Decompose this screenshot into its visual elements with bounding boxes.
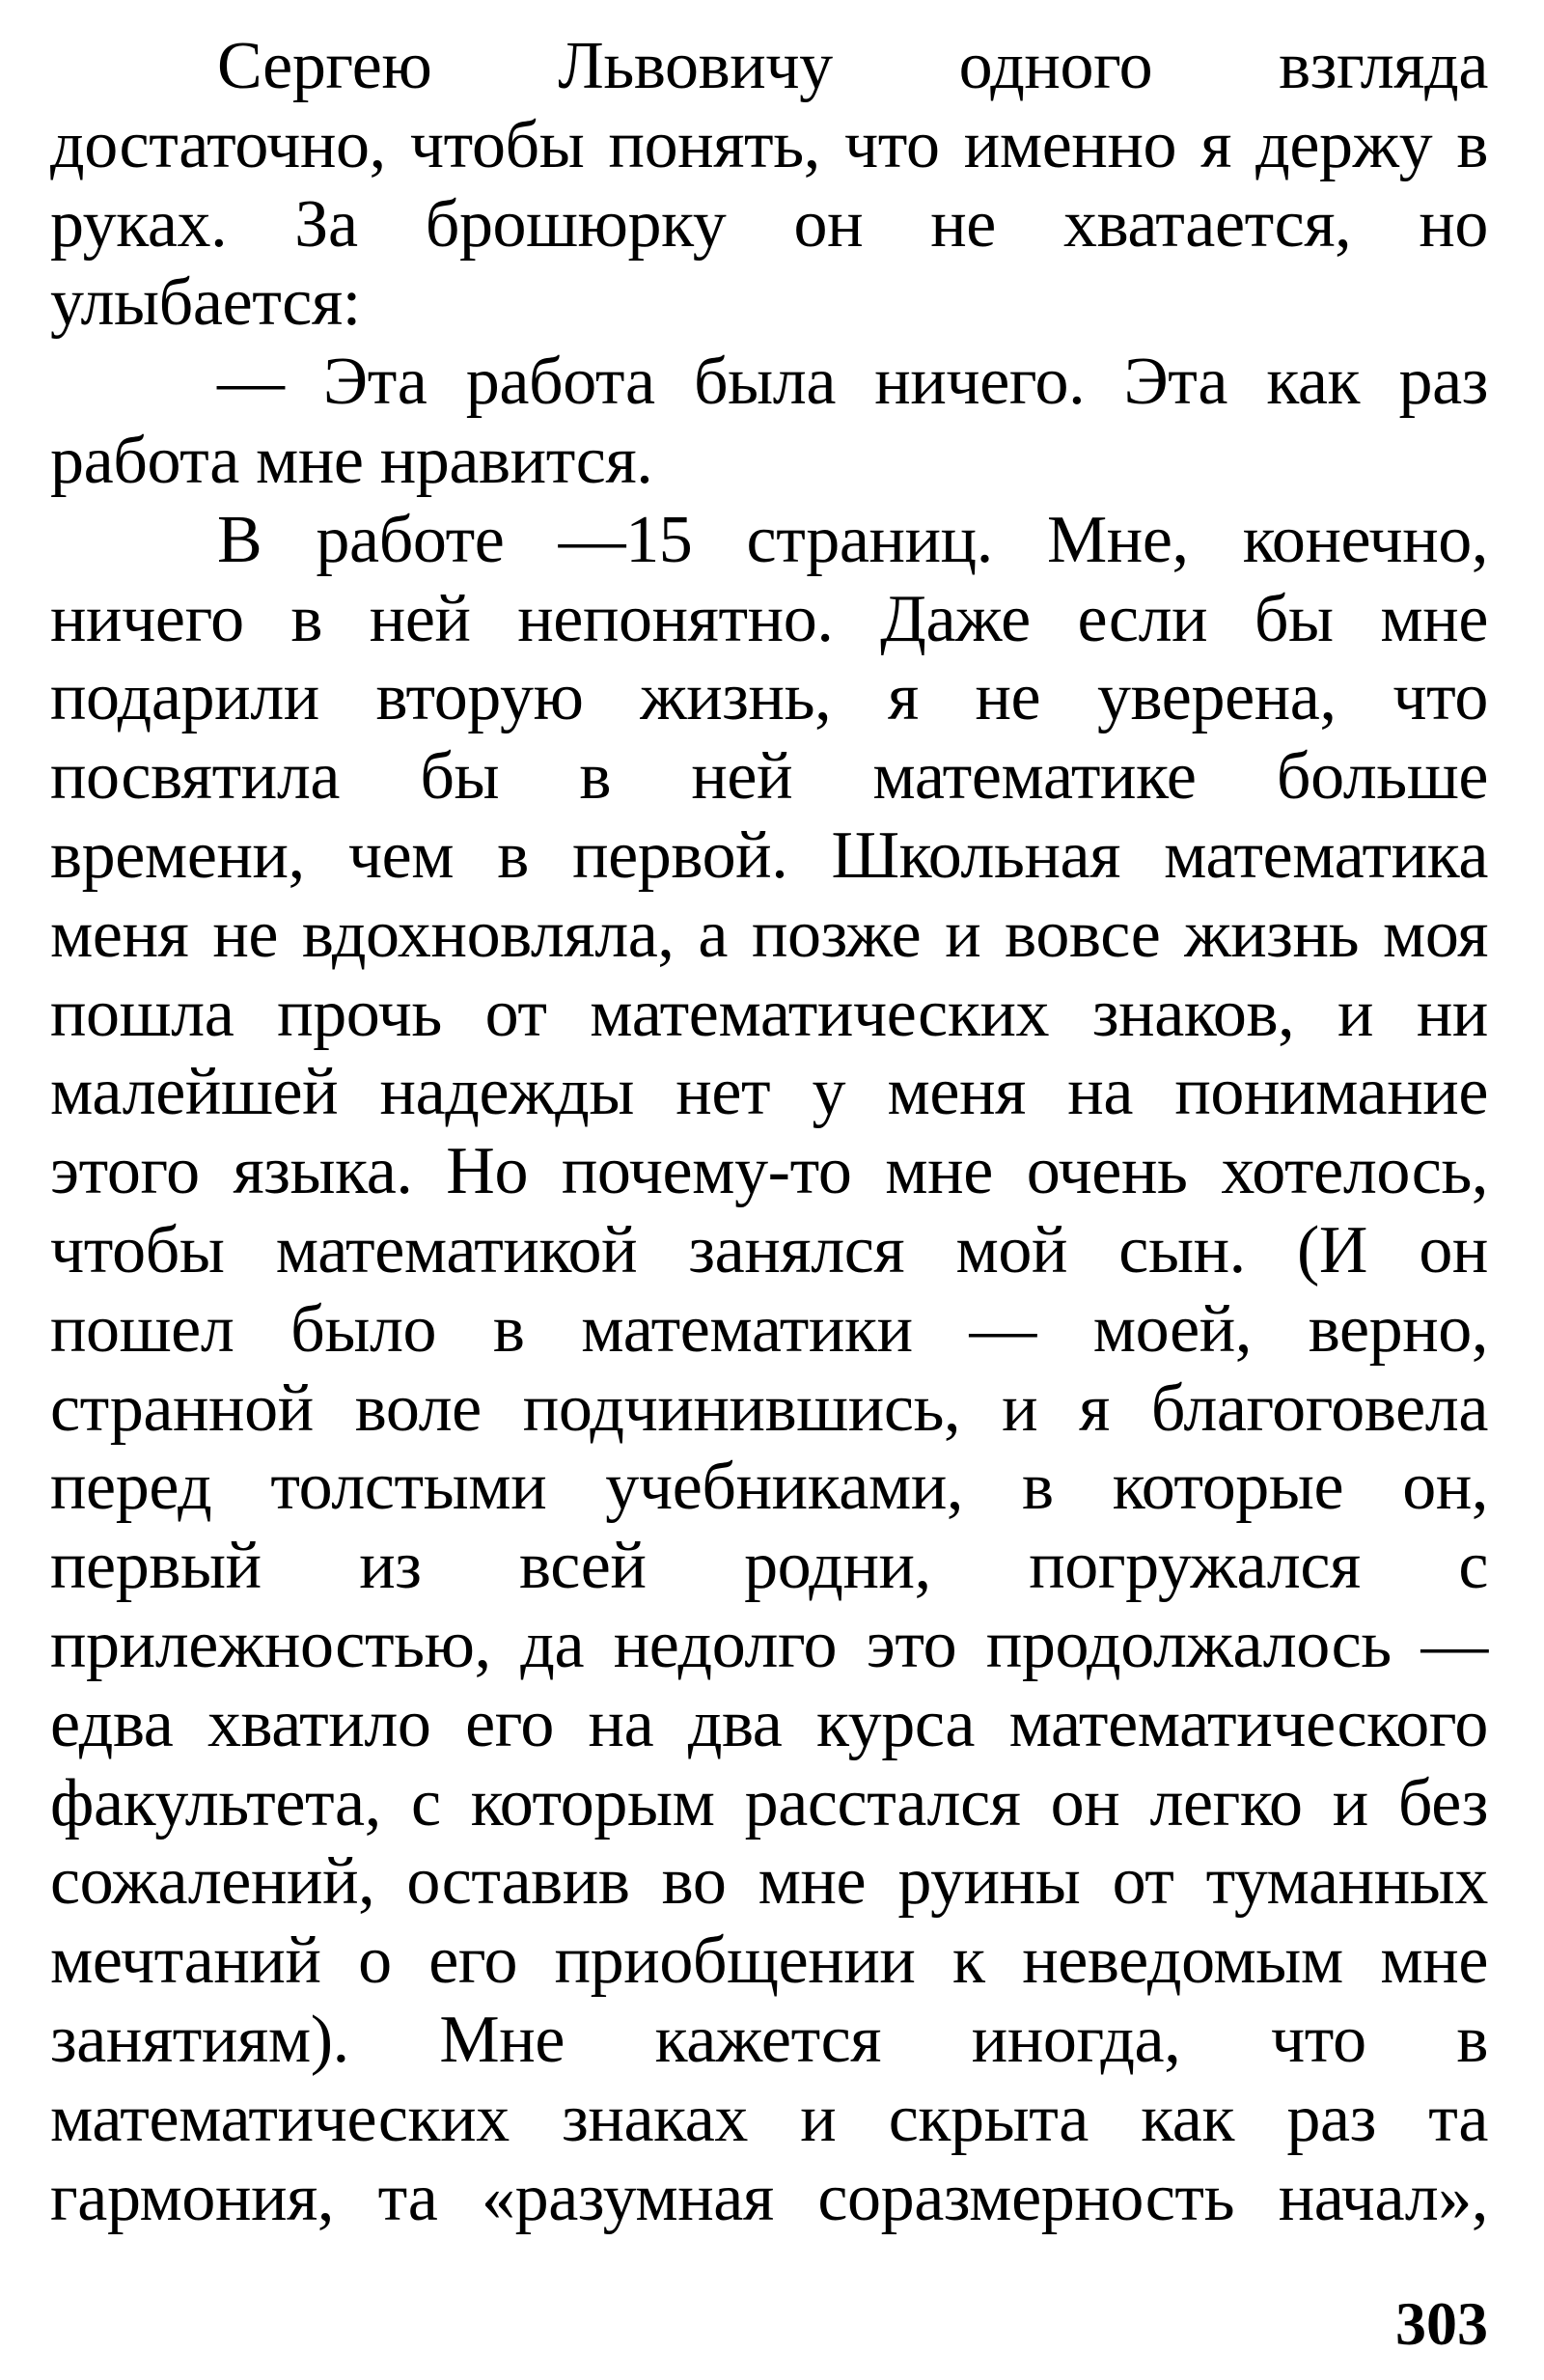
text-line: улыбается: bbox=[50, 265, 361, 341]
text-line: прилежностью, да недолго это продолжалось — bbox=[50, 1607, 1488, 1682]
text-line: руках. За брошюрку он не хватается, но bbox=[50, 186, 1488, 262]
text-line: факультета, с которым расстался он легко и без bbox=[50, 1765, 1488, 1840]
text-line: гармония, та «разумная соразмерность начал», bbox=[50, 2160, 1488, 2235]
text-line: — Эта работа была ничего. Эта как раз bbox=[217, 345, 1488, 420]
text-line: пошла прочь от математических знаков, и ни bbox=[50, 976, 1488, 1051]
text-line: пошел было в математики — моей, верно, bbox=[50, 1291, 1488, 1367]
text-line: малейшей надежды нет у меня на понимание bbox=[50, 1055, 1488, 1130]
text-line: меня не вдохновляла, а позже и вовсе жизнь моя bbox=[50, 897, 1488, 972]
text-line: Сергею Львовичу одного взгляда bbox=[217, 29, 1488, 103]
text-line: математических знаках и скрыта как раз та bbox=[50, 2081, 1488, 2156]
text-line: занятиям). Мне кажется иногда, что в bbox=[50, 2002, 1488, 2077]
text-line: достаточно, чтобы понять, что именно я держу в bbox=[50, 107, 1488, 182]
text-line: первый из всей родни, погружался с bbox=[50, 1529, 1488, 1604]
text-line: времени, чем в первой. Школьная математика bbox=[50, 817, 1488, 893]
text-line: работа мне нравится. bbox=[50, 423, 653, 498]
text-line: ничего в ней непонятно. Даже если бы мне bbox=[50, 581, 1488, 656]
text-line: перед толстыми учебниками, в которые он, bbox=[50, 1450, 1488, 1525]
page-number: 303 bbox=[1395, 2289, 1488, 2358]
text-line: сожалений, оставив во мне руины от туманных bbox=[50, 1844, 1488, 1920]
text-line: посвятила бы в ней математике больше bbox=[50, 739, 1488, 815]
text-line: странной воле подчинившись, и я благоговела bbox=[50, 1370, 1488, 1446]
text-line: чтобы математикой занялся мой сын. (И он bbox=[50, 1212, 1488, 1287]
text-line: этого языка. Но почему-то мне очень хотелось, bbox=[50, 1134, 1488, 1209]
text-line: подарили вторую жизнь, я не уверена, что bbox=[50, 660, 1488, 735]
text-line: В работе —15 страниц. Мне, конечно, bbox=[217, 502, 1488, 577]
text-line: мечтаний о его приобщении к неведомым мне bbox=[50, 1923, 1488, 1999]
body-text bbox=[50, 27, 1488, 2237]
text-line: едва хватило его на два курса математического bbox=[50, 1686, 1488, 1761]
